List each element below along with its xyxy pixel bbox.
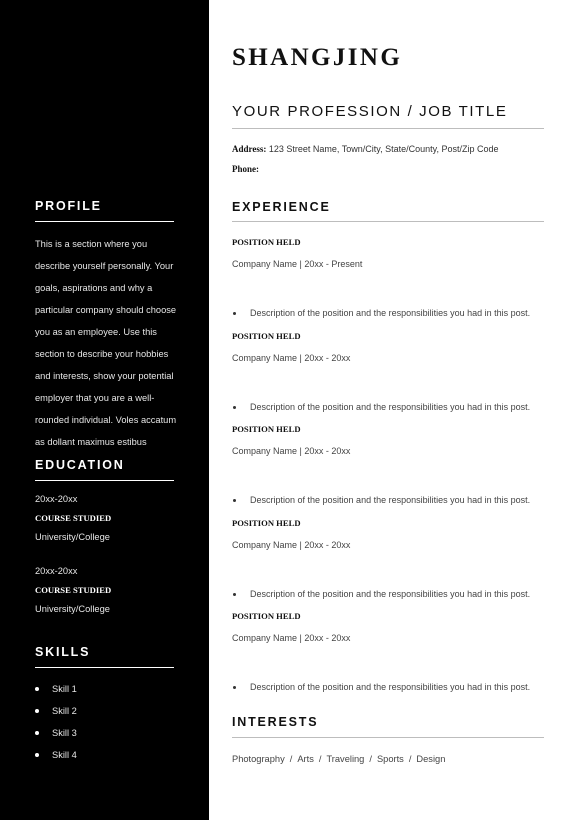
description-text: Description of the position and the responsibilities you had in this post. — [250, 589, 531, 599]
education-divider — [35, 480, 174, 481]
position-title: POSITION HELD — [232, 237, 301, 247]
interest-item: Arts — [297, 754, 314, 764]
address-value: 123 Street Name, Town/City, State/County, Post/Zip Code — [268, 144, 499, 154]
interests-divider — [232, 737, 544, 738]
address-label: Address: — [232, 144, 267, 154]
education-entry — [35, 565, 185, 615]
bullet-icon — [233, 593, 236, 596]
main-content — [209, 0, 580, 820]
description-text: Description of the position and the responsibilities you had in this post. — [250, 308, 531, 318]
position-title: POSITION HELD — [232, 611, 301, 621]
interest-separator: / — [369, 754, 372, 764]
profile-heading: PROFILE — [35, 199, 102, 213]
interest-separator: / — [408, 754, 412, 764]
description-text: Description of the position and the responsibilities you had in this post. — [250, 682, 531, 692]
education-heading: EDUCATION — [35, 458, 125, 472]
interest-separator: / — [289, 754, 293, 764]
phone-label: Phone: — [232, 164, 259, 174]
interest-separator: / — [318, 754, 322, 764]
experience-entry — [232, 611, 552, 693]
job-title: YOUR PROFESSION / JOB TITLE — [232, 103, 508, 120]
profile-text: This is a section where you describe yourself personally. Your goals, aspirations and why a particular company should choose you as an employee. Use this section to describe your hobbies and interests, show your potential employer that you are a well-rounded individual. Voles accatum as dollant maximus estibus — [35, 239, 177, 447]
bullet-icon — [35, 687, 39, 691]
interests-heading: INTERESTS — [232, 715, 319, 729]
company-dates: Company Name | 20xx - 20xx — [232, 540, 351, 550]
description-text: Description of the position and the responsibilities you had in this post. — [250, 402, 531, 412]
experience-entry — [232, 518, 552, 600]
description-text: Description of the position and the responsibilities you had in this post. — [250, 495, 531, 505]
company-dates: Company Name | 20xx - 20xx — [232, 446, 351, 456]
skill-item — [35, 683, 77, 705]
position-title: POSITION HELD — [232, 424, 301, 434]
interests-list — [232, 754, 445, 764]
skills-divider — [35, 667, 174, 668]
company-dates: Company Name | 20xx - 20xx — [232, 633, 351, 643]
interest-item: Photography — [232, 754, 285, 764]
skill-item — [35, 705, 77, 727]
skills-list — [35, 683, 77, 771]
bullet-icon — [233, 686, 236, 689]
candidate-name: SHANGJING — [232, 44, 403, 71]
profile-divider — [35, 221, 174, 222]
position-description — [232, 681, 552, 693]
experience-divider — [232, 221, 544, 222]
skills-heading: SKILLS — [35, 645, 91, 659]
company-dates: Company Name | 20xx - 20xx — [232, 353, 351, 363]
position-title: POSITION HELD — [232, 518, 301, 528]
education-years: 20xx-20xx — [35, 566, 78, 576]
skill-label: Skill 2 — [52, 706, 77, 716]
education-school: University/College — [35, 604, 110, 614]
bullet-icon — [233, 499, 236, 502]
sidebar — [0, 0, 209, 820]
bullet-icon — [35, 709, 39, 713]
contact-address — [232, 144, 498, 154]
education-entry — [35, 493, 185, 543]
skill-label: Skill 4 — [52, 750, 77, 760]
position-description — [232, 588, 552, 600]
skill-label: Skill 1 — [52, 684, 77, 694]
position-description — [232, 494, 552, 506]
skill-item — [35, 727, 77, 749]
position-description — [232, 401, 552, 413]
interest-item: Design — [416, 754, 446, 764]
position-title: POSITION HELD — [232, 331, 301, 341]
experience-entry — [232, 331, 552, 413]
education-school: University/College — [35, 532, 110, 542]
education-course: COURSE STUDIED — [35, 513, 112, 523]
bullet-icon — [233, 406, 236, 409]
skill-label: Skill 3 — [52, 728, 77, 738]
interest-item: Sports — [376, 754, 404, 764]
experience-entry — [232, 237, 552, 319]
interest-item: Traveling — [326, 754, 365, 764]
position-description — [232, 307, 552, 319]
contact-phone — [232, 164, 259, 174]
education-course: COURSE STUDIED — [35, 585, 112, 595]
experience-entry — [232, 424, 552, 506]
education-years: 20xx-20xx — [35, 494, 78, 504]
experience-heading: EXPERIENCE — [232, 200, 331, 214]
company-dates: Company Name | 20xx - Present — [232, 259, 363, 269]
skill-item — [35, 749, 77, 771]
bullet-icon — [35, 731, 39, 735]
bullet-icon — [233, 312, 236, 315]
bullet-icon — [35, 753, 39, 757]
title-divider — [232, 128, 544, 129]
